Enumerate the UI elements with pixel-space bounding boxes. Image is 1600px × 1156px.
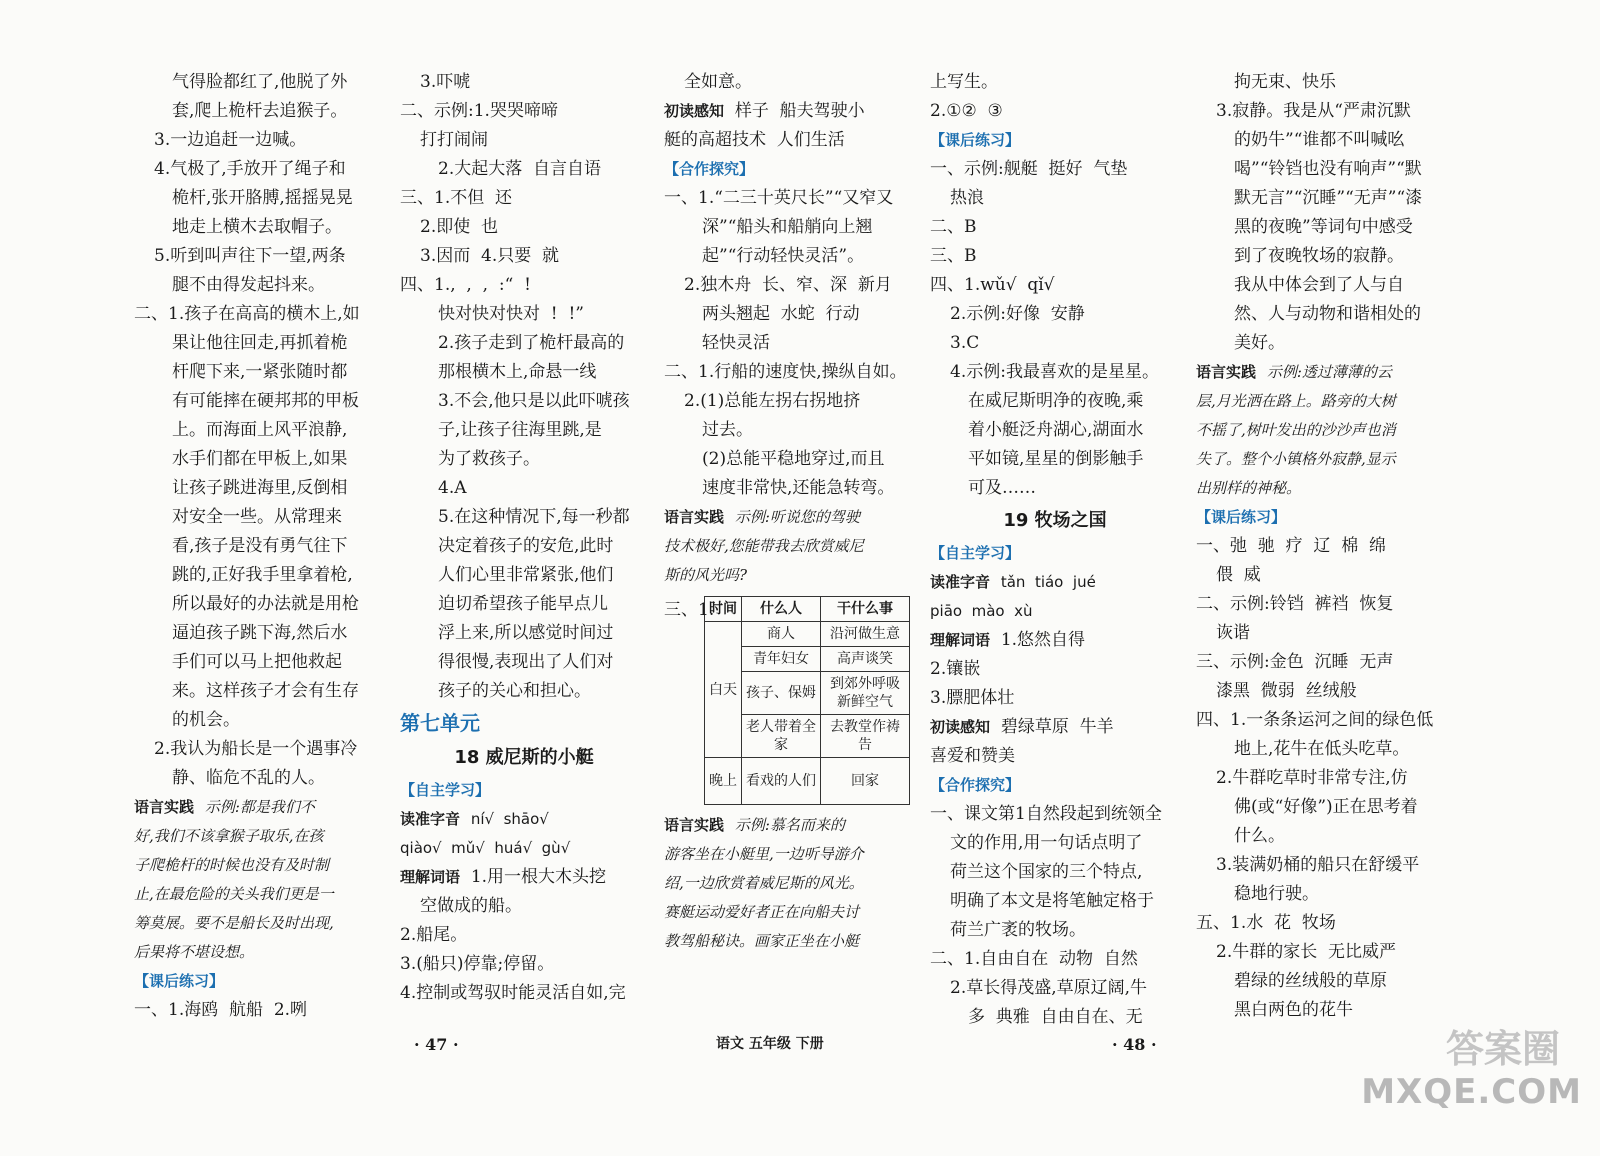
text-line: 为了救孩子。 [438, 449, 540, 469]
practice-line: 层,月光洒在路上。路旁的大树 [1196, 392, 1396, 410]
text-line: 二、1.孩子在高高的横木上,如 [134, 304, 360, 324]
column-5 [1196, 68, 1466, 1025]
text-line: 来。这样孩子才会有生存 [172, 681, 359, 701]
table-prefix: 三、1. [664, 600, 715, 620]
text-line: 荷兰广袤的牧场。 [950, 920, 1086, 940]
text-line: 2.①② ③ [930, 101, 1003, 121]
page-number-right: · 48 · [1112, 1035, 1157, 1054]
watermark-text: MXQE.COM [1361, 1072, 1582, 1112]
text-line: 静、临危不乱的人。 [172, 768, 325, 788]
table-cell: 商人 [742, 622, 821, 647]
text-line: 偎 威 [1216, 565, 1261, 585]
text-line: 2.草长得茂盛,草原辽阔,牛 [950, 978, 1148, 998]
text-line: 多 典雅 自由自在、无 [968, 1007, 1143, 1027]
text-line: 手们可以马上把他救起 [172, 652, 342, 672]
text-line: 空做成的船。 [420, 896, 522, 916]
text-line: 上写生。 [930, 72, 998, 92]
text-line: 看,孩子是没有勇气往下 [172, 536, 348, 556]
text-line: 五、1.水 花 牧场 [1196, 913, 1336, 933]
text-line: 人们心里非常紧张,他们 [438, 565, 614, 585]
table-header: 时间 [705, 597, 742, 622]
practice-line: 游客坐在小艇里,一边听导游介 [664, 845, 864, 863]
practice-line: 筹莫展。要不是船长及时出现, [134, 914, 334, 932]
text-line: 二、1.行船的速度快,操纵自如。 [664, 362, 907, 382]
column-3 [664, 68, 914, 956]
column-1 [134, 68, 380, 1025]
table-cell: 回家 [821, 758, 910, 805]
text-line: 三、B [930, 246, 977, 266]
text-line: 迫切希望孩子能早点儿 [438, 594, 608, 614]
practice-line: 教驾船秘诀。画家正坐在小艇 [664, 932, 860, 950]
practice-line: 斯的风光吗? [664, 566, 748, 584]
vocab-line: 理解词语 1.悠然自得 [930, 630, 1086, 650]
text-line: 诙谐 [1216, 623, 1250, 643]
table-header: 干什么事 [821, 597, 910, 622]
text-line: (2)总能平稳地穿过,而且 [702, 449, 885, 469]
text-line: 2.船尾。 [400, 925, 468, 945]
text-line: 四、1., , , :“ ! [400, 275, 531, 295]
text-line: 2.独木舟 长、窄、深 新月 [684, 275, 892, 295]
watermark-logo: 答案圈 [1445, 1027, 1560, 1071]
text-line: 3.一边追赶一边喊。 [154, 130, 307, 150]
text-line: 跳的,正好我手里拿着枪, [172, 565, 353, 585]
text-line: 2.牛群的家长 无比威严 [1216, 942, 1397, 962]
text-line: 热浪 [950, 188, 984, 208]
text-line: 得很慢,表现出了人们对 [438, 652, 614, 672]
text-line: 2.牛群吃草时非常专注,仿 [1216, 768, 1408, 788]
table-cell: 老人带着全家 [742, 715, 821, 758]
practice-line: 赛艇运动爱好者正在向船夫讨 [664, 903, 860, 921]
text-line: 我从中体会到了人与自 [1234, 275, 1404, 295]
text-line: 逼迫孩子跳下海,然后水 [172, 623, 348, 643]
practice-line: 好,我们不该拿猴子取乐,在孩 [134, 827, 324, 845]
text-line: 二、示例:1.哭哭啼啼 [400, 101, 558, 121]
text-line: 2.镶嵌 [930, 659, 981, 679]
text-line: 5.听到叫声往下一望,两条 [154, 246, 346, 266]
column-2 [400, 68, 648, 1008]
text-line: 2.示例:好像 安静 [950, 304, 1085, 324]
text-line: 决定着孩子的安危,此时 [438, 536, 614, 556]
table-cell: 去教堂作祷告 [821, 715, 910, 758]
text-line: 着小艇泛舟湖心,湖面水 [968, 420, 1144, 440]
text-line: 3.(船只)停靠;停留。 [400, 954, 555, 974]
section-heading: 【自主学习】 [930, 544, 1021, 562]
text-line: 对安全一些。从常理来 [172, 507, 342, 527]
text-line: 黑白两色的花牛 [1234, 1000, 1353, 1020]
text-line: 杆爬下来,一紧张随时都 [172, 362, 348, 382]
table-cell: 高声谈笑 [821, 647, 910, 672]
practice-line: 失了。整个小镇格外寂静,显示 [1196, 450, 1396, 468]
text-line: 艇的高超技术 人们生活 [664, 130, 845, 150]
text-line: 孩子的关心和担心。 [438, 681, 591, 701]
section-heading: 【课后练习】 [1196, 508, 1287, 526]
practice-line: 技术极好,您能带我去欣赏威尼 [664, 537, 864, 555]
text-line: 上。而海面上风平浪静, [172, 420, 348, 440]
table-cell: 看戏的人们 [742, 758, 821, 805]
text-line: 黑的夜晚”等词句中感受 [1234, 217, 1413, 237]
text-line: 一、1.“二三十英尺长”“又窄又 [664, 188, 894, 208]
text-line: 腿不由得发起抖来。 [172, 275, 325, 295]
reading-line: 读准字音 tǎn tiáo jué [930, 573, 1096, 591]
practice-line: 语言实践 示例:慕名而来的 [664, 816, 845, 834]
text-line: 4.A [438, 478, 467, 498]
vocab-line: 理解词语 1.用一根大木头挖 [400, 867, 607, 887]
text-line: 水手们都在甲板上,如果 [172, 449, 348, 469]
text-line: 可及…… [968, 478, 1036, 498]
schedule-table [704, 596, 910, 805]
practice-line: 不摇了,树叶发出的沙沙声也消 [1196, 421, 1396, 439]
text-line: 一、课文第1自然段起到统领全 [930, 804, 1162, 824]
practice-line: 出别样的神秘。 [1196, 479, 1302, 497]
text-line: 拘无束、快乐 [1234, 72, 1336, 92]
text-line: 二、1.自由自在 动物 自然 [930, 949, 1138, 969]
text-line: 2.孩子走到了桅杆最高的 [438, 333, 625, 353]
text-line: 快对快对快对 ! !” [438, 304, 584, 324]
text-line: 3.因而 4.只要 就 [420, 246, 560, 266]
text-line: 果让他往回走,再抓着桅 [172, 333, 348, 353]
practice-line: 止,在最危险的关头我们更是一 [134, 885, 334, 903]
text-line: 5.在这种情况下,每一秒都 [438, 507, 630, 527]
text-line: 美好。 [1234, 333, 1285, 353]
column-4 [930, 68, 1180, 1032]
table-cell: 青年妇女 [742, 647, 821, 672]
language-practice-label: 语言实践 [134, 798, 195, 816]
text-line: 然、人与动物和谐相处的 [1234, 304, 1421, 324]
text-line: 所以最好的办法就是用枪 [172, 594, 359, 614]
text-line: 三、示例:金色 沉睡 无声 [1196, 652, 1394, 672]
text-line: 地走上横木去取帽子。 [172, 217, 342, 237]
text-line: 有可能摔在硬邦邦的甲板 [172, 391, 359, 411]
text-line: 的奶牛”“谁都不叫喊吆 [1234, 130, 1405, 150]
text-line: 明确了本文是将笔触定格于 [950, 891, 1154, 911]
text-line: 什么。 [1234, 826, 1285, 846]
text-line: 全如意。 [684, 72, 752, 92]
text-line: 文的作用,用一句话点明了 [950, 833, 1143, 853]
practice-line: 语言实践 示例:都是我们不 [134, 798, 315, 816]
text-line: 浮上来,所以感觉时间过 [438, 623, 614, 643]
text-line: 轻快灵活 [702, 333, 770, 353]
text-line: 3.寂静。我是从“严肃沉默 [1216, 101, 1411, 121]
lesson-title: 18 威尼斯的小艇 [454, 747, 594, 768]
text-line: 一、示例:舰艇 挺好 气垫 [930, 159, 1128, 179]
text-line: 四、1.一条条运河之间的绿色低 [1196, 710, 1434, 730]
text-line: 一、弛 驰 疗 辽 棉 绵 [1196, 536, 1387, 556]
section-heading: 【课后练习】 [930, 131, 1021, 149]
text-line: 的机会。 [172, 710, 240, 730]
text-line: 碧绿的丝绒般的草原 [1234, 971, 1387, 991]
table-cell: 孩子、保姆 [742, 672, 821, 715]
lesson-title: 19 牧场之国 [1003, 510, 1107, 531]
practice-line: 后果将不堪设想。 [134, 943, 255, 961]
text-line: 佛(或“好像”)正在思考着 [1234, 797, 1418, 817]
text-line: 3.C [950, 333, 980, 353]
table-cell: 沿河做生意 [821, 622, 910, 647]
text-line: 稳地行驶。 [1234, 884, 1319, 904]
unit-heading: 第七单元 [400, 711, 480, 735]
text-line: 默无言”“沉睡”“无声”“漆 [1234, 188, 1423, 208]
reading-line: 读准字音 ní√ shāo√ [400, 810, 549, 828]
pinyin-line: piāo mào xù [930, 602, 1033, 620]
text-line: 3.吓唬 [420, 72, 471, 92]
text-line: 漆黑 微弱 丝绒般 [1216, 681, 1357, 701]
text-line: 起”“行动轻快灵活”。 [702, 246, 865, 266]
text-line: 喜爱和赞美 [930, 746, 1015, 766]
text-line: 4.控制或驾驭时能灵活自如,完 [400, 983, 626, 1003]
text-line: 4.示例:我最喜欢的是星星。 [950, 362, 1159, 382]
text-line: 3.不会,他只是以此吓唬孩 [438, 391, 630, 411]
text-line: 3.装满奶桶的船只在舒缓平 [1216, 855, 1420, 875]
section-heading: 【合作探究】 [664, 160, 755, 178]
text-line: 速度非常快,还能急转弯。 [702, 478, 895, 498]
practice-line: 子爬桅杆的时候也没有及时制 [134, 856, 330, 874]
text-line: 三、1.不但 还 [400, 188, 513, 208]
section-heading: 【自主学习】 [400, 781, 491, 799]
text-line: 四、1.wǔ√ qǐ√ [930, 275, 1055, 295]
text-line: 过去。 [702, 420, 753, 440]
pinyin-line: qiào√ mǔ√ huá√ gù√ [400, 839, 571, 857]
text-line: 两头翘起 水蛇 行动 [702, 304, 860, 324]
practice-line: 绍,一边欣赏着威尼斯的风光。 [664, 874, 864, 892]
first-reading-line: 初读感知 碧绿草原 牛羊 [930, 717, 1114, 737]
text-line: 套,爬上桅杆去追猴子。 [172, 101, 348, 121]
schedule-table-block [664, 596, 914, 805]
text-line: 在威尼斯明净的夜晚,乘 [968, 391, 1144, 411]
book-footer: 语文 五年级 下册 [716, 1036, 824, 1052]
text-line: 深”“船头和船艄向上翘 [702, 217, 873, 237]
table-header: 什么人 [742, 597, 821, 622]
text-line: 地上,花牛在低头吃草。 [1234, 739, 1410, 759]
text-line: 2.(1)总能左拐右拐地挤 [684, 391, 861, 411]
text-line: 2.即使 也 [420, 217, 499, 237]
text-line: 二、示例:铃铛 裤裆 恢复 [1196, 594, 1394, 614]
text-line: 2.大起大落 自言自语 [438, 159, 602, 179]
page-number-left: · 47 · [414, 1035, 459, 1054]
section-heading: 【合作探究】 [930, 776, 1021, 794]
practice-line: 语言实践 示例:透过薄薄的云 [1196, 363, 1392, 381]
table-cell: 到郊外呼吸新鲜空气 [821, 672, 910, 715]
text-line: 2.我认为船长是一个遇事冷 [154, 739, 358, 759]
table-cell: 白天 [705, 622, 742, 758]
section-heading: 【课后练习】 [134, 972, 225, 990]
text-line: 子,让孩子往海里跳,是 [438, 420, 602, 440]
text-line: 让孩子跳进海里,反倒相 [172, 478, 348, 498]
practice-line: 语言实践 示例:听说您的驾驶 [664, 508, 860, 526]
text-line: 二、B [930, 217, 977, 237]
first-reading-line: 初读感知 样子 船夫驾驶小 [664, 101, 865, 121]
text-line: 桅杆,张开胳膊,摇摇晃晃 [172, 188, 353, 208]
text-line: 平如镜,星星的倒影触手 [968, 449, 1144, 469]
text-line: 喝”“铃铛也没有响声”“默 [1234, 159, 1422, 179]
text-line: 一、1.海鸥 航船 2.咧 [134, 1000, 308, 1020]
table-cell: 晚上 [705, 758, 742, 805]
text-line: 荷兰这个国家的三个特点, [950, 862, 1143, 882]
text-line: 打打闹闹 [420, 130, 488, 150]
text-line: 3.膘肥体壮 [930, 688, 1015, 708]
text-line: 那根横木上,命悬一线 [438, 362, 597, 382]
text-line: 4.气极了,手放开了绳子和 [154, 159, 346, 179]
text-line: 气得脸都红了,他脱了外 [172, 72, 348, 92]
text-line: 到了夜晚牧场的寂静。 [1234, 246, 1404, 266]
